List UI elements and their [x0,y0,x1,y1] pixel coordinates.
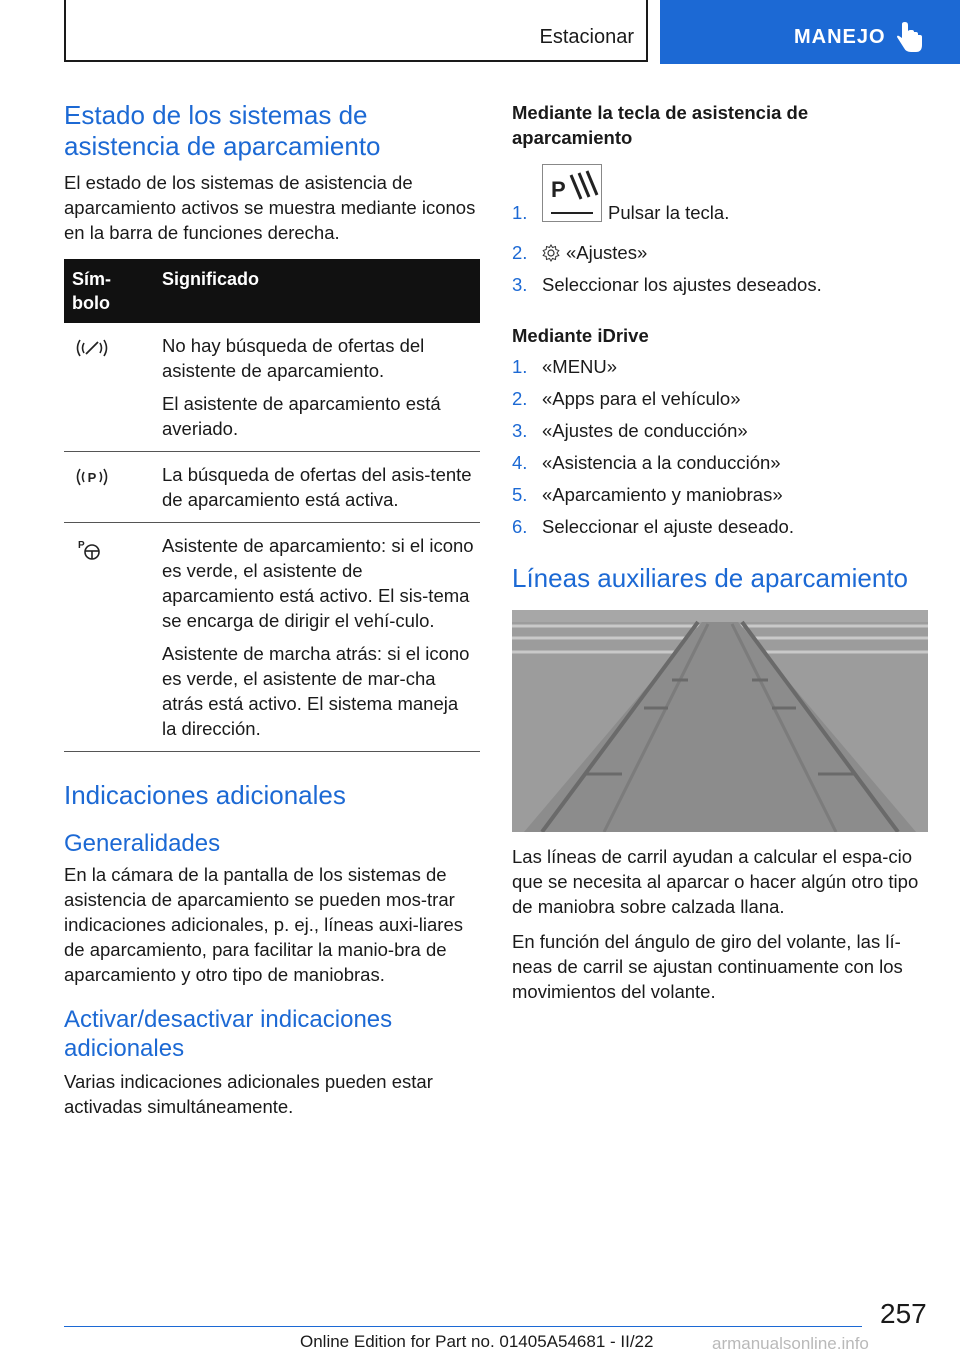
button-method-heading: Mediante la tecla de asistencia de aparcamiento [512,102,809,148]
general-heading: Generalidades [64,830,221,857]
idrive-method-heading: Mediante iDrive [512,325,649,346]
section-title: Estacionar [539,26,634,48]
list-item [512,418,928,443]
step-number: 2. [512,388,528,409]
meaning-text: No hay búsqueda de ofertas del asistente de aparcamiento. [162,335,425,381]
step-text: «MENU» [542,356,618,377]
meaning-column-header: Significado [154,259,480,323]
list-item [512,164,928,230]
parking-search-active-icon [72,466,112,488]
general-text: En la cámara de la pantalla de los sistemas de asistencia de aparcamiento se pueden mos-trar indicaciones adicionales, p. ej., líneas auxi-liares de aparcamiento, para facilitar la manio-bra de aparcamiento y otro tipo de maniobras. [64,864,463,985]
symbol-table [64,259,480,752]
left-column [64,100,480,1119]
parking-assist-key [542,164,602,222]
additional-heading: Indicaciones adicionales [64,780,346,810]
header-section-box [64,0,648,62]
step-text: «Aparcamiento y maniobras» [542,484,783,505]
status-heading: Estado de los sistemas de asistencia de aparcamiento [64,100,381,161]
step-number: 3. [512,274,528,295]
button-steps-list [512,164,928,297]
list-item [512,354,928,379]
step-text: Pulsar la tecla. [608,202,730,223]
parking-letter: P [78,540,85,551]
parking-search-unavailable-icon [72,337,112,359]
list-item [512,386,928,411]
parking-letter: P [87,470,97,485]
chapter-tab-label: MANEJO [794,26,886,48]
lines-text-1: Las líneas de carril ayudan a calcular el espa-cio que se necesita al aparcar o hacer algún otro tipo de maniobra sobre calzada llana. [512,846,919,917]
watermark: armanualsonline.info [712,1334,869,1353]
parking-steering-icon [72,537,112,563]
list-item [512,272,928,297]
meaning-text: La búsqueda de ofertas del asis-tente de aparcamiento está activa. [162,464,472,510]
parking-lines-illustration [512,610,928,832]
lines-heading: Líneas auxiliares de aparcamiento [512,563,909,593]
list-item [512,482,928,507]
list-item [512,450,928,475]
meaning-text: El asistente de aparcamiento está averiado. [162,393,441,439]
step-number: 3. [512,420,528,441]
step-number: 1. [512,356,528,377]
right-column [512,100,928,1004]
step-number: 4. [512,452,528,473]
toggle-heading: Activar/desactivar indicaciones adicionales [64,1006,393,1062]
pointing-hand-icon [896,22,924,54]
gear-icon [542,244,560,262]
parking-assist-key-icon [543,165,601,221]
footer-edition: Online Edition for Part no. 01405A54681 - II/22 [300,1332,654,1351]
step-text: «Ajustes» [566,242,648,263]
table-row [64,452,480,523]
idrive-steps-list [512,354,928,539]
footer-divider [64,1326,862,1327]
step-number: 2. [512,242,528,263]
lines-text-2: En función del ángulo de giro del volante, las lí-neas de carril se ajustan continuamente con los movimientos del volante. [512,931,903,1002]
step-text: Seleccionar los ajustes deseados. [542,274,822,295]
table-row [64,323,480,452]
table-row [64,523,480,752]
step-text: «Ajustes de conducción» [542,420,748,441]
step-number: 5. [512,484,528,505]
chapter-tab[interactable] [660,0,960,64]
symbol-column-header: Sím-bolo [64,259,154,323]
status-intro: El estado de los sistemas de asistencia de aparcamiento activos se muestra mediante iconos en la barra de funciones derecha. [64,172,476,243]
step-number: 6. [512,516,528,537]
meaning-text: Asistente de aparcamiento: si el icono es verde, el asistente de aparcamiento está activo. El sis-tema se encarga de dirigir el vehí-culo. [162,535,474,631]
page-number: 257 [880,1298,927,1329]
step-text: «Asistencia a la conducción» [542,452,781,473]
list-item [512,240,928,265]
meaning-text: Asistente de marcha atrás: si el icono es verde, el asistente de mar-cha atrás está activo. El sistema maneja la dirección. [162,643,470,739]
step-text: Seleccionar el ajuste deseado. [542,516,794,537]
step-text: «Apps para el vehículo» [542,388,741,409]
key-letter: P [551,177,566,202]
list-item [512,514,928,539]
toggle-text: Varias indicaciones adicionales pueden estar activadas simultáneamente. [64,1071,433,1117]
step-number: 1. [512,202,528,223]
